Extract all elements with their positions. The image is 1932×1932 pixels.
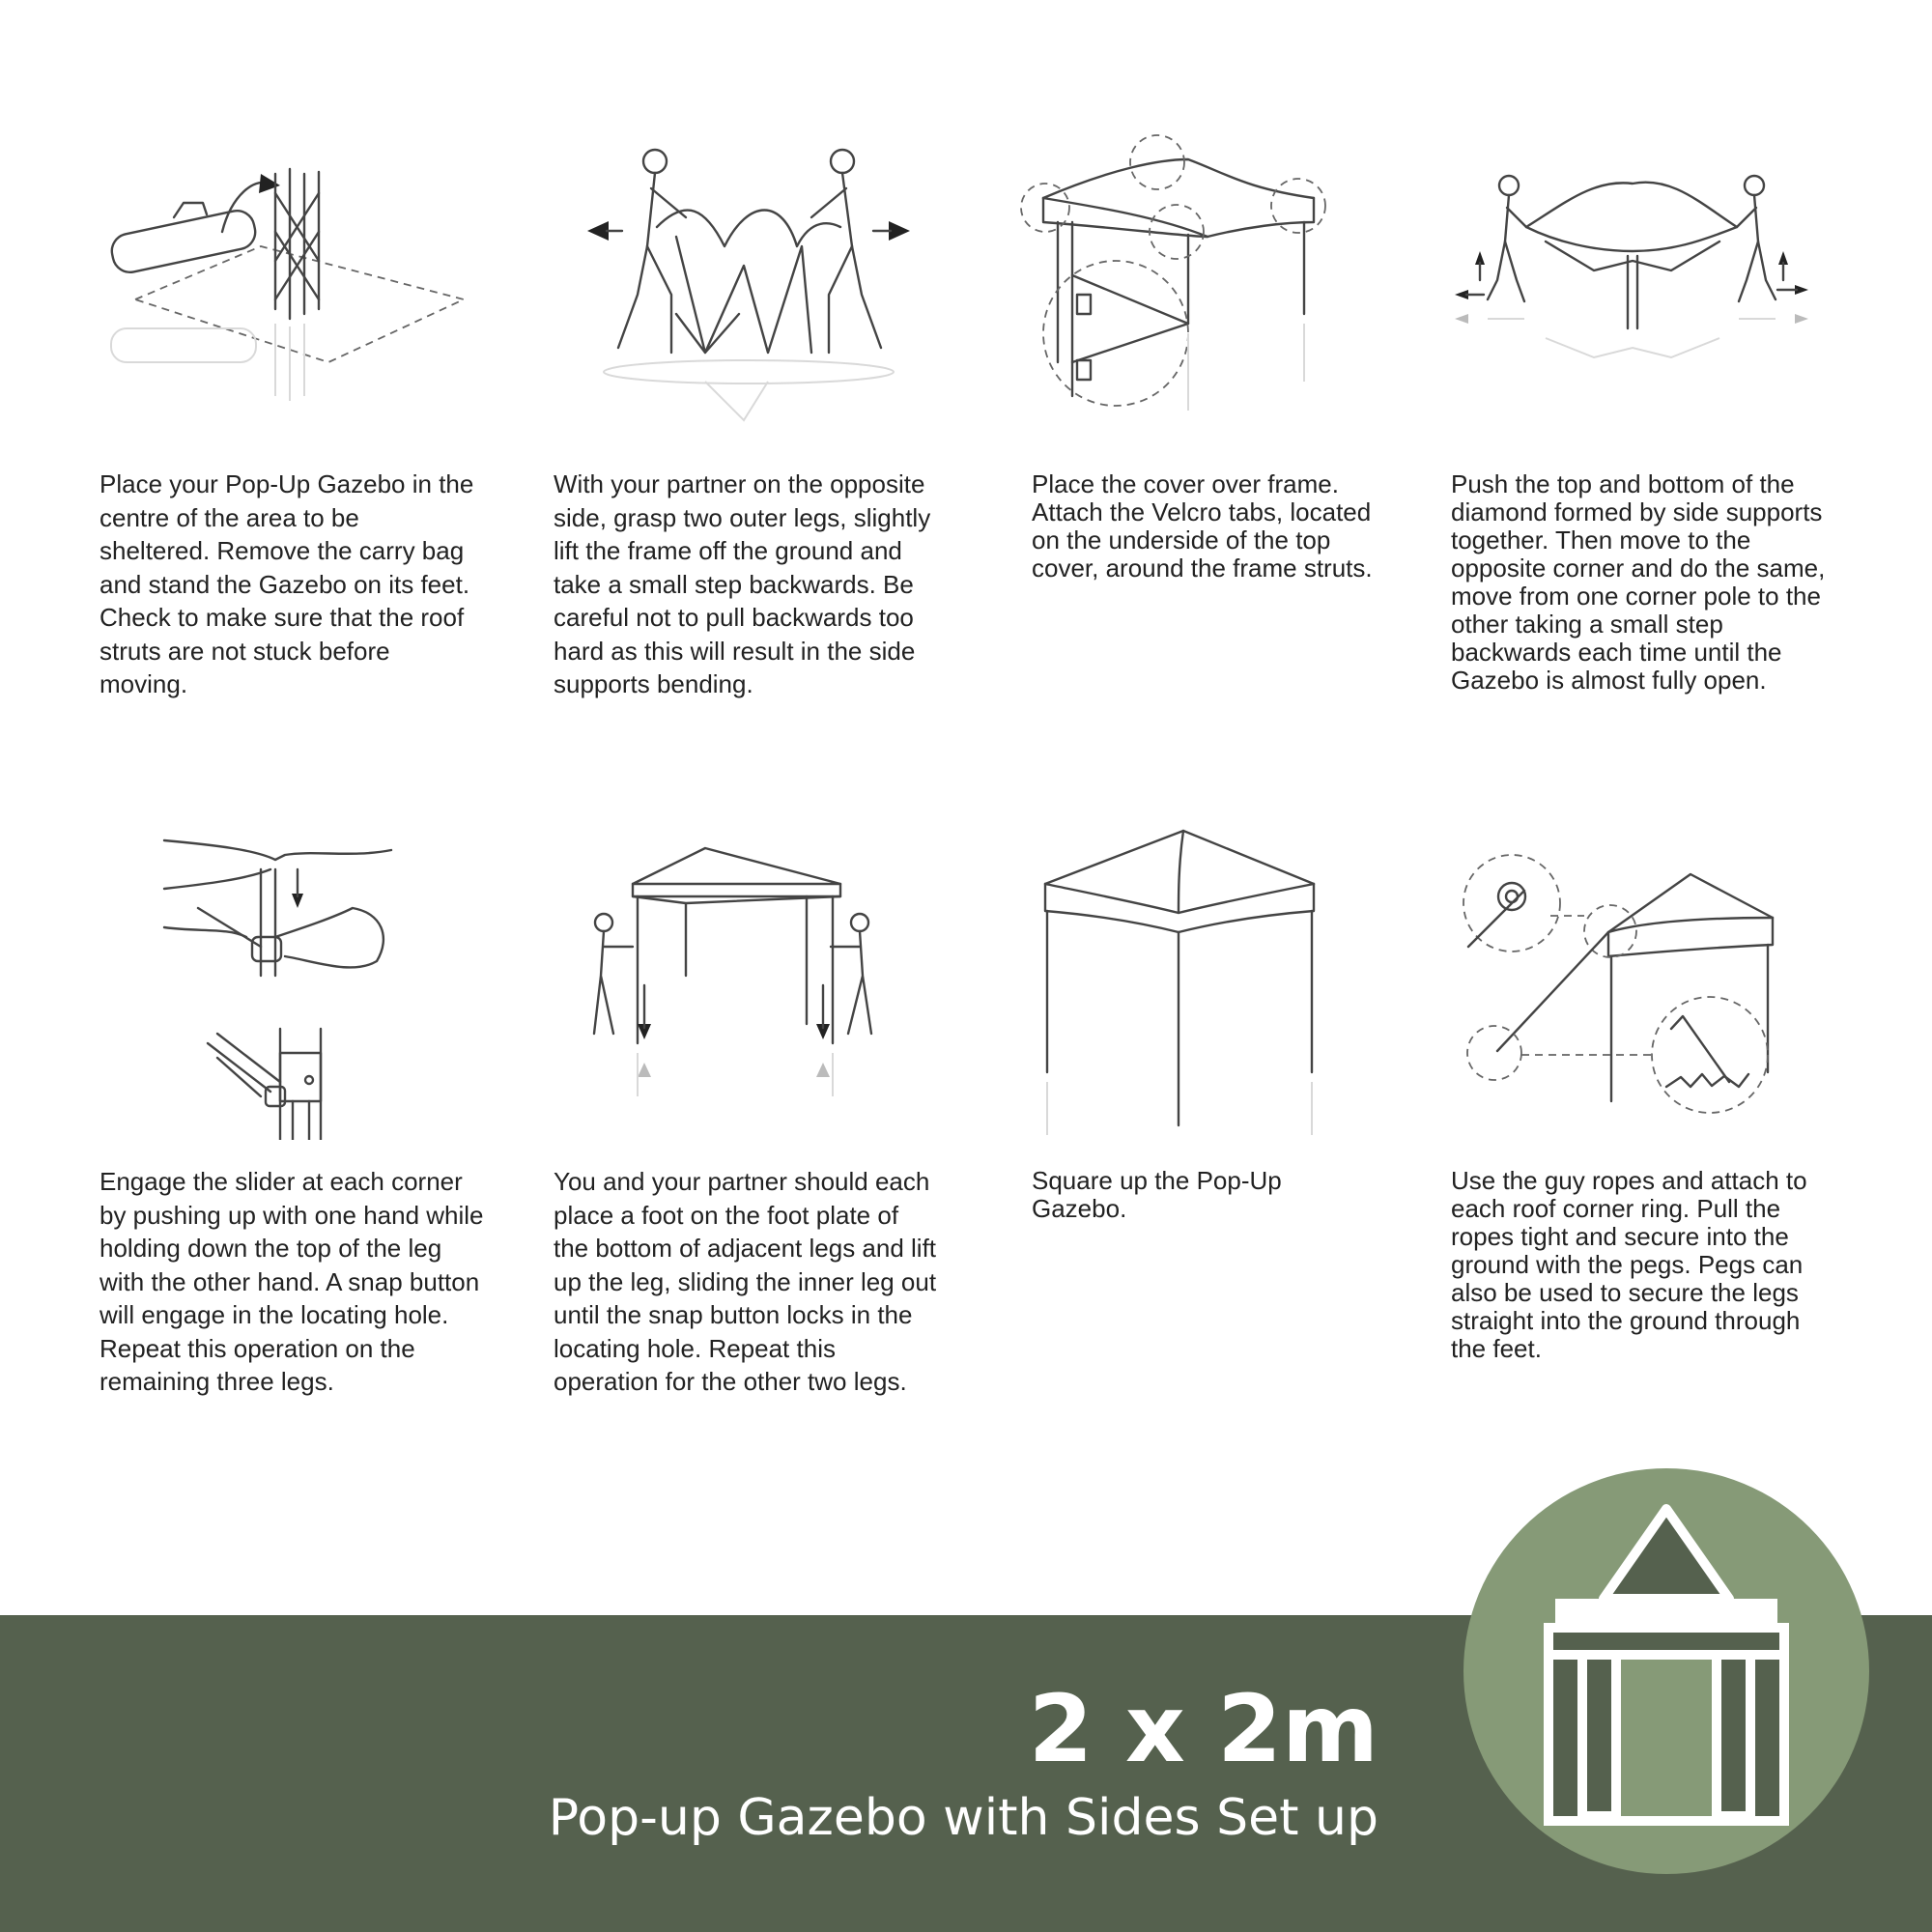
product-badge	[1463, 1468, 1869, 1874]
step-3-illustration	[1014, 130, 1343, 420]
step-4-text: Push the top and bottom of the diamond formed by side supports together. Then move to the opposite corner and do the same, move from one corner pole to the other taking a small step backwards each time until the Gazebo is almost fully open.	[1451, 469, 1826, 695]
step-7-text: Square up the Pop-Up Gazebo.	[1032, 1166, 1282, 1223]
step-1-text: Place your Pop-Up Gazebo in the centre of the area to be sheltered. Remove the carry bag and stand the Gazebo on its feet. Check to make sure that the roof struts are not stuck before moving.	[99, 469, 474, 698]
step-4-illustration	[1449, 164, 1816, 377]
product-size: 2 x 2m	[1028, 1675, 1378, 1783]
step-1-illustration	[97, 155, 473, 425]
step-8-illustration	[1449, 850, 1797, 1121]
gazebo-icon	[1463, 1468, 1869, 1874]
step-5-illustration	[159, 831, 411, 1140]
step-8-text: Use the guy ropes and attach to each roof corner ring. Pull the ropes tight and secure into the ground with the pegs. Pegs can also be used to secure the legs straight into the ground through the feet.	[1451, 1166, 1807, 1363]
step-7-illustration	[1034, 826, 1323, 1135]
step-3-text: Place the cover over frame. Attach the Velcro tabs, located on the underside of the top cover, around the frame struts.	[1032, 469, 1373, 582]
step-6-illustration	[570, 840, 898, 1101]
step-6-text: You and your partner should each place a foot on the foot plate of the bottom of adjacent legs and lift up the leg, sliding the inner leg out until the snap button locks in the locating hole. Repeat this operation for the other two legs.	[554, 1167, 937, 1396]
step-2-illustration	[580, 140, 927, 440]
product-title: Pop-up Gazebo with Sides Set up	[548, 1789, 1378, 1847]
step-5-text: Engage the slider at each corner by pushing up with one hand while holding down the top of the leg with the other hand. A snap button will engage in the locating hole. Repeat this operation on the remaining three legs.	[99, 1167, 484, 1396]
step-2-text: With your partner on the opposite side, grasp two outer legs, slightly lift the frame off the ground and take a small step backwards. Be careful not to pull backwards too hard as this will result in the side supports bending.	[554, 469, 931, 698]
